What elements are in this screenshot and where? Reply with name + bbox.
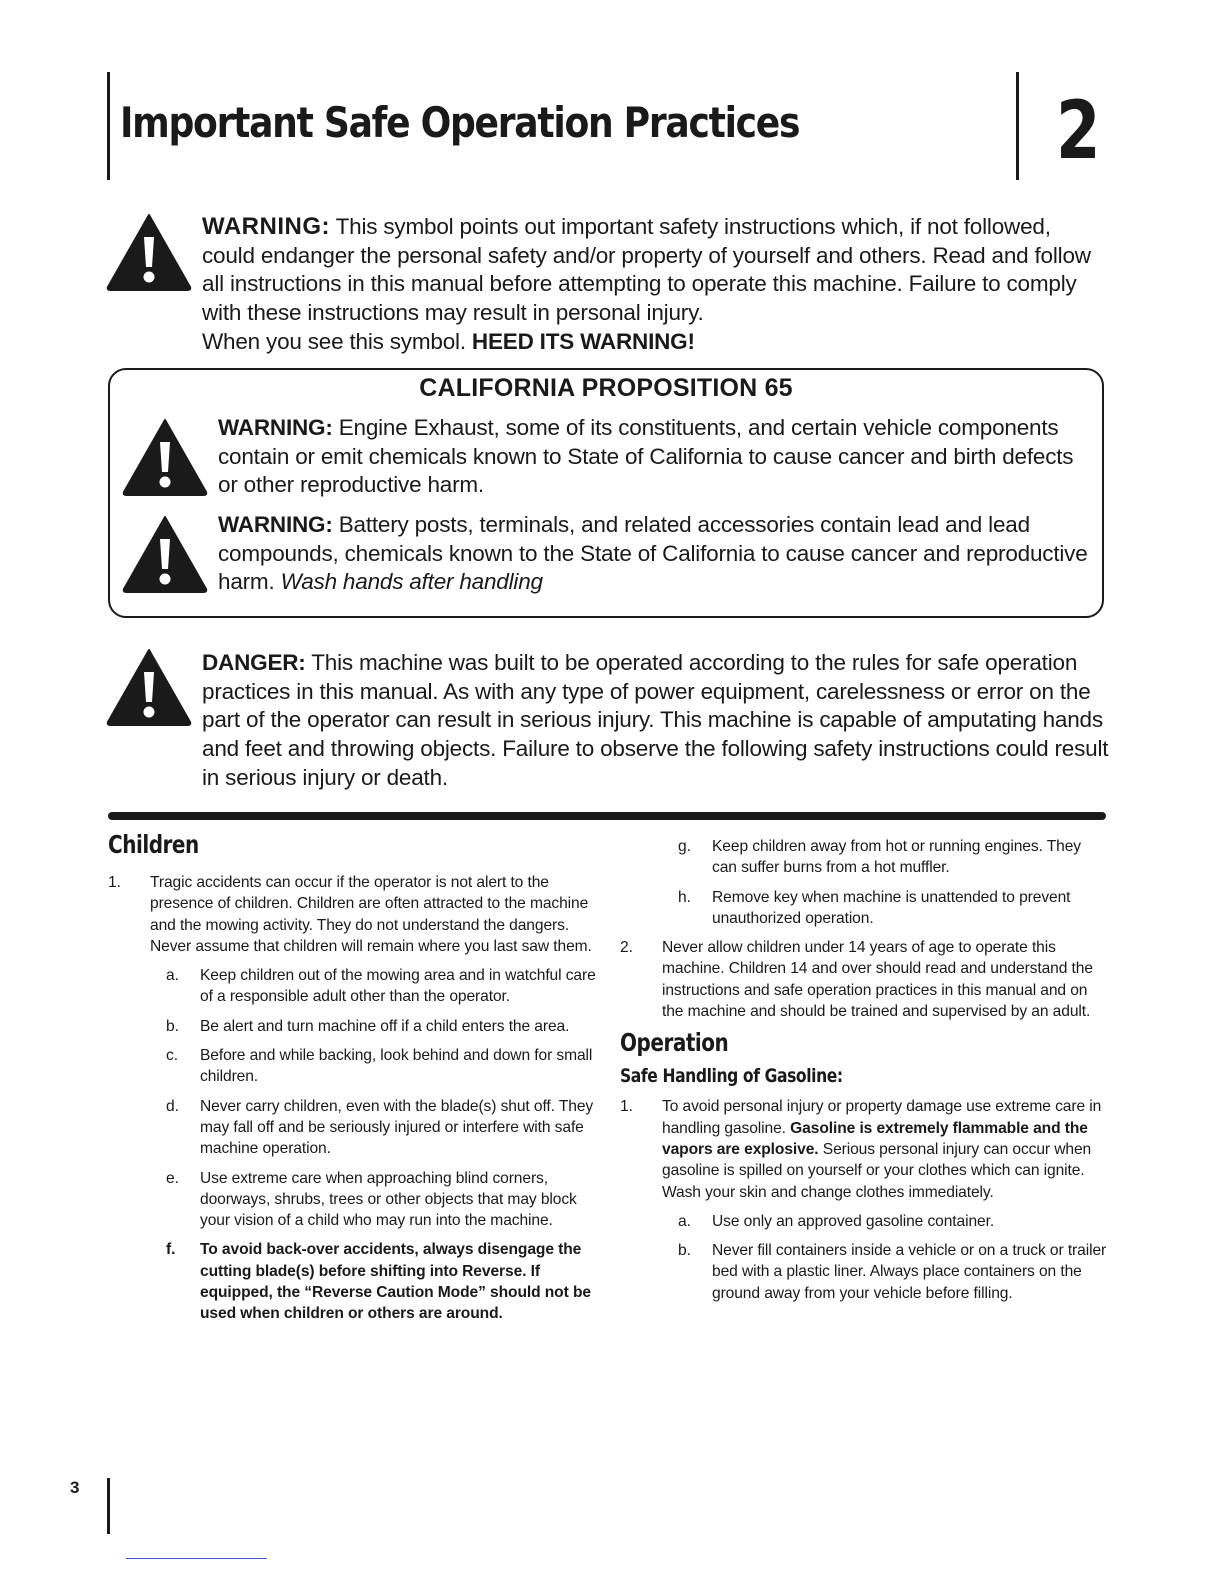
list-marker: g. — [678, 838, 691, 855]
list-marker: 1. — [620, 1098, 633, 1116]
list-text: To avoid personal injury or property damage use extreme care in handling gasoline. — [662, 1098, 1102, 1137]
gasoline-subheading: Safe Handling of Gasoline: — [620, 1065, 843, 1088]
list-text: Before and while backing, look behind and down for small children. — [200, 1047, 593, 1086]
list-text: Tragic accidents can occur if the operator is not alert to the presence of children. Children are often attracted to the machine and the mowing activity. They do not understand the dangers. Never assume that children will remain where you last saw them. — [150, 874, 592, 955]
list-marker: b. — [166, 1017, 179, 1035]
prop65-warning-2 — [218, 511, 1098, 597]
warning-paragraph — [202, 213, 1107, 357]
list-text: Keep children out of the mowing area and in watchful care of a responsible adult other than the operator. — [200, 967, 596, 1006]
list-marker: b. — [678, 1242, 691, 1260]
list-text: Never carry children, even with the blade(s) shut off. They may fall off and be seriously injured or interfere with safe machine operation. — [200, 1097, 594, 1158]
list-item — [108, 872, 598, 957]
list-marker: e. — [166, 1169, 179, 1187]
list-item — [108, 1096, 598, 1160]
right-column — [620, 836, 1110, 1312]
list-text: Remove key when machine is unattended to prevent unauthorized operation. — [712, 888, 1071, 927]
list-marker: f. — [166, 1241, 176, 1259]
danger-paragraph — [202, 649, 1112, 793]
warning-triangle-icon — [106, 213, 192, 291]
list-item — [620, 1211, 1110, 1232]
chapter-number: 2 — [1056, 84, 1101, 177]
list-item — [620, 836, 1110, 879]
operation-heading: Operation — [620, 1028, 729, 1058]
children-heading: Children — [108, 830, 199, 859]
danger-text: This machine was built to be operated according to the rules for safe operation practices in this manual. As with any type of power equipment, carelessness or error on the part of the operator can result in serious injury. This machine is capable of amputating hands and feet and throwing objects. Failure to observe the following safety instructions could result in serious injury or death. — [202, 650, 1109, 790]
prop65-warning-1-label: WARNING: — [218, 415, 333, 440]
list-text: Serious personal injury can occur when gasoline is spilled on yourself or your clothes which can ignite. Wash your skin and change clothes immediately. — [662, 1140, 1092, 1201]
list-marker: h. — [678, 888, 691, 906]
list-item — [620, 887, 1110, 930]
list-marker: 1. — [108, 874, 121, 891]
list-marker: a. — [678, 1212, 691, 1230]
list-item — [108, 1168, 598, 1232]
list-text: Be alert and turn machine off if a child enters the area. — [200, 1017, 570, 1035]
page-title: Important Safe Operation Practices — [120, 98, 800, 147]
list-item — [620, 1240, 1110, 1304]
list-item — [108, 965, 598, 1008]
warning-label: WARNING: — [202, 213, 330, 240]
prop65-warning-1 — [218, 414, 1098, 500]
list-text: Use extreme care when approaching blind corners, doorways, shrubs, trees or other objects that may block your vision of a child who may run into the machine. — [200, 1169, 577, 1230]
list-marker: c. — [166, 1047, 178, 1065]
list-text-bold: Gasoline is extremely flammable and the vapors are explosive. — [662, 1119, 1088, 1158]
list-text: Keep children away from hot or running engines. They can suffer burns from a hot muffler. — [712, 838, 1081, 877]
footer-link-underline — [126, 1558, 267, 1559]
prop65-title: CALIFORNIA PROPOSITION 65 — [419, 374, 793, 402]
warning-line2-prefix: When you see this symbol. — [202, 328, 472, 354]
left-column — [108, 830, 598, 1333]
list-text: Never fill containers inside a vehicle or on a truck or trailer bed with a plastic liner. Always place containers on the ground away from your vehicle before filling. — [712, 1242, 1107, 1302]
list-item — [620, 1096, 1110, 1202]
list-item — [108, 1016, 598, 1037]
wash-hands-text: Wash hands after handling — [280, 569, 543, 595]
list-marker: d. — [166, 1097, 179, 1115]
prop65-warning-2-text: Battery posts, terminals, and related accessories contain lead and lead compounds, chemicals known to the State of California to cause cancer and reproductive harm. — [218, 512, 1088, 595]
footer-rule — [107, 1478, 110, 1534]
chapter-divider-rule — [1016, 72, 1019, 180]
list-text: To avoid back-over accidents, always disengage the cutting blade(s) before shifting into Reverse. If equipped, the “Reverse Caution Mode” should not be used when children or others are around. — [200, 1241, 591, 1323]
warning-triangle-icon — [122, 515, 208, 593]
prop65-warning-2-label: WARNING: — [218, 512, 333, 537]
page-number: 3 — [70, 1478, 80, 1497]
list-item — [620, 937, 1110, 1022]
list-item — [108, 1045, 598, 1088]
prop65-warning-1-text: Engine Exhaust, some of its constituents, and certain vehicle components contain or emit chemicals known to State of California to cause cancer and birth defects or other reproductive harm. — [218, 415, 1074, 498]
danger-label: DANGER: — [202, 650, 306, 675]
list-text: Use only an approved gasoline container. — [712, 1212, 995, 1230]
warning-triangle-icon — [122, 418, 208, 496]
heed-warning-text: HEED ITS WARNING! — [471, 328, 695, 354]
list-text: Never allow children under 14 years of age to operate this machine. Children 14 and over should read and understand the instructions and safe operation practices in this manual and on the machine and should be trained and supervised by an adult. — [662, 939, 1093, 1021]
danger-triangle-icon — [106, 648, 192, 726]
warning-text: This symbol points out important safety instructions which, if not followed, could endanger the personal safety and/or property of yourself and others. Read and follow all instructions in this manual before attempting to operate this machine. Failure to comply with these instructions may result in personal injury. — [202, 214, 1091, 326]
list-item — [108, 1239, 598, 1324]
title-left-rule — [107, 72, 110, 180]
section-divider — [108, 812, 1106, 820]
list-marker: 2. — [620, 939, 633, 957]
list-marker: a. — [166, 967, 179, 985]
